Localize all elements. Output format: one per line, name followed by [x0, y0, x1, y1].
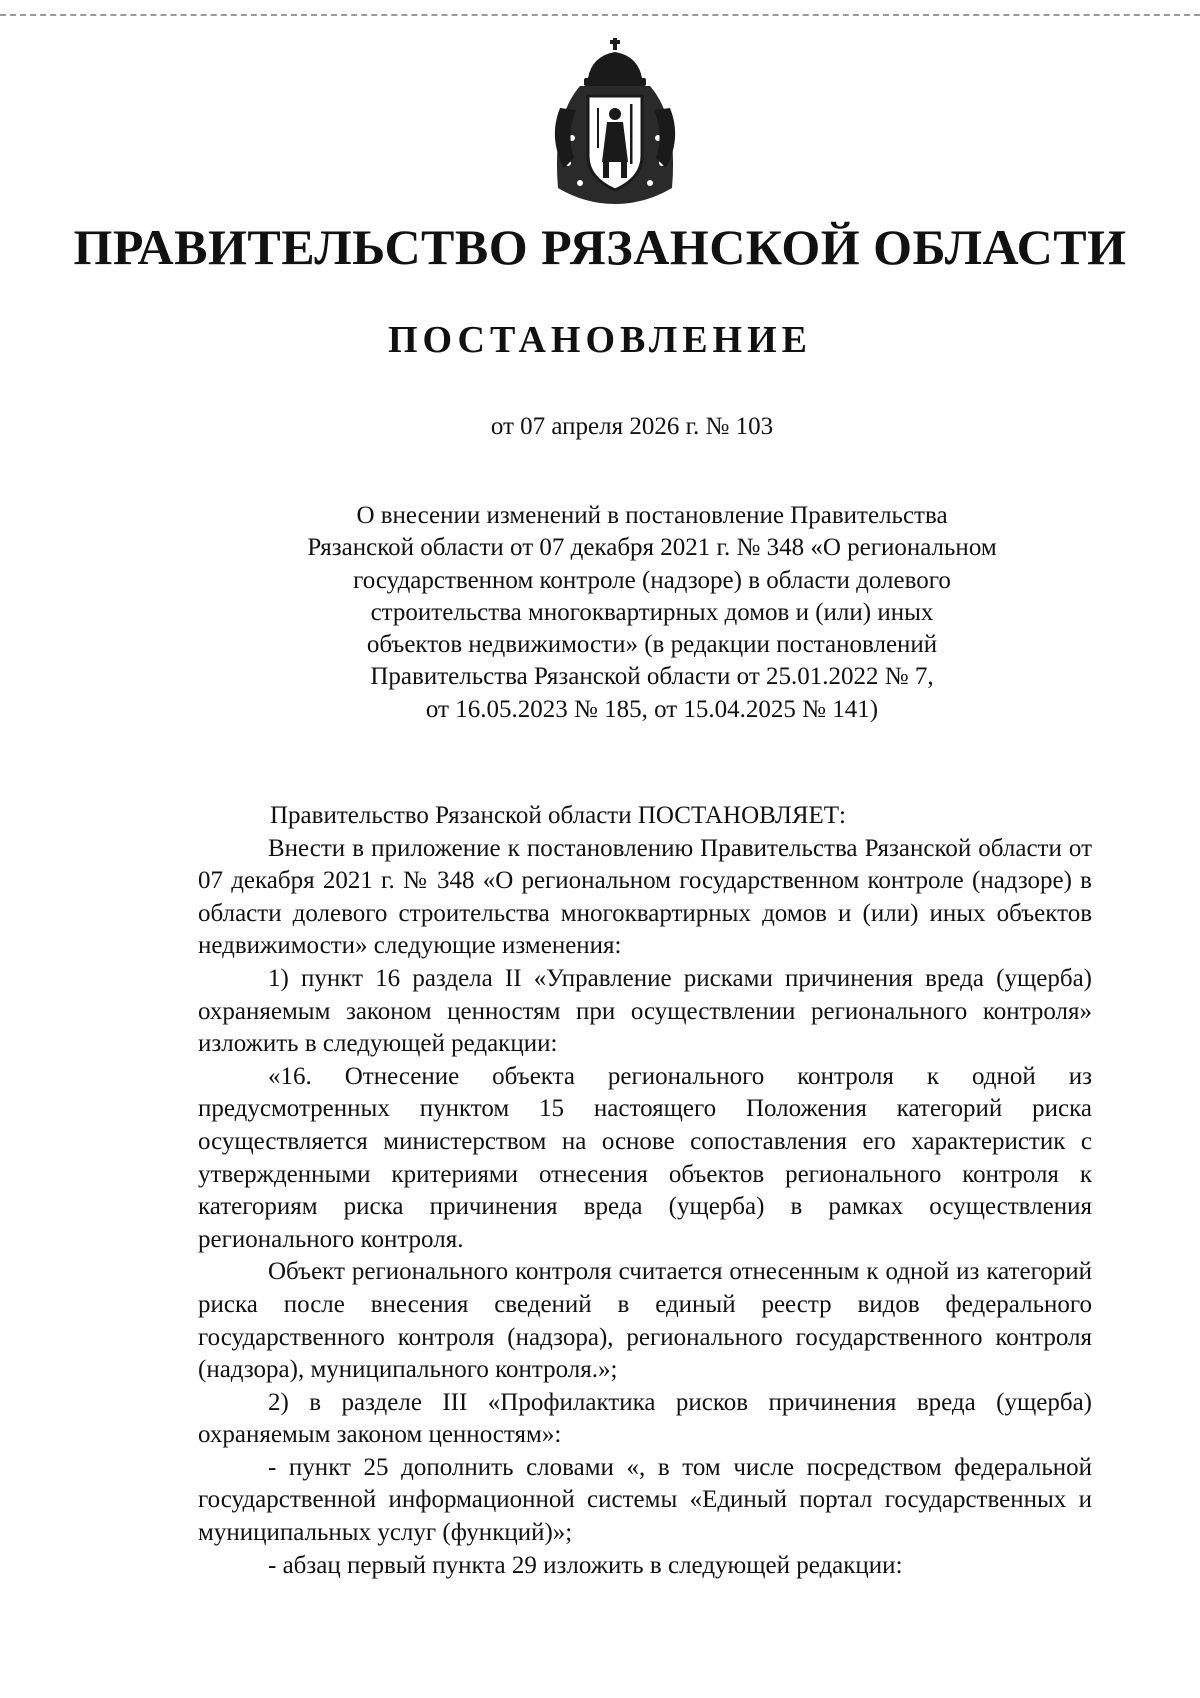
document-date-number: от 07 апреля 2026 г. № 103: [490, 413, 774, 440]
subject-line: объектов недвижимости» (в редакции постановлений: [366, 631, 938, 659]
body-paragraph: Объект регионального контроля считается отнесенным к одной из категорий риска после внесения сведений в единый реестр видов федерального государственного контроля (надзора), регионального государственного контроля (надзора), муниципального контроля.»;: [198, 1258, 1092, 1384]
subject-line: строительства многоквартирных домов и (или) иных: [370, 598, 934, 626]
document-body: [198, 800, 1092, 1582]
body-paragraph: 2) в разделе III «Профилактика рисков причинения вреда (ущерба) охраняемым законом ценностям»:: [198, 1388, 1092, 1449]
document-subject: [232, 500, 1072, 726]
subject-line: О внесении изменений в постановление Правительства: [356, 502, 948, 529]
government-title: ПРАВИТЕЛЬСТВО РЯЗАНСКОЙ ОБЛАСТИ: [73, 219, 1127, 275]
document-type: ПОСТАНОВЛЕНИЕ: [387, 319, 813, 361]
subject-line: от 16.05.2023 № 185, от 15.04.2025 № 141): [425, 695, 879, 723]
subject-line: государственном контроле (надзоре) в области долевого: [353, 566, 951, 594]
body-paragraph: - пункт 25 дополнить словами «, в том числе посредством федеральной государственной информационной системы «Единый портал государственных и муниципальных услуг (функций)»;: [198, 1453, 1092, 1547]
coat-of-arms-icon: [540, 38, 690, 206]
subject-line: Рязанской области от 07 декабря 2021 г. № 348 «О региональном: [307, 534, 997, 562]
resolution-preamble: Правительство Рязанской области ПОСТАНОВЛЯЕТ:: [270, 802, 846, 829]
body-paragraph: Внести в приложение к постановлению Правительства Рязанской области от 07 декабря 2021 г. № 348 «О региональном государственном контроле (надзоре) в области долевого строительства многоквартирных домов и (или) иных объектов недвижимости» следующие изменения:: [198, 834, 1092, 960]
body-paragraph: «16. Отнесение объекта регионального контроля к одной из предусмотренных пунктом 15 настоящего Положения категорий риска осуществляется министерством на основе сопоставления его характеристик с утвержденными критериями отнесения объектов регионального контроля к категориям риска причинения вреда (ущерба) в рамках осуществления регионального контроля.: [198, 1062, 1092, 1253]
subject-line: Правительства Рязанской области от 25.01.2022 № 7,: [370, 663, 934, 691]
body-paragraph: - абзац первый пункта 29 изложить в следующей редакции:: [268, 1551, 903, 1579]
body-paragraph: 1) пункт 16 раздела II «Управление рисками причинения вреда (ущерба) охраняемым законом ценностям при осуществлении регионального контроля» изложить в следующей редакции:: [198, 964, 1092, 1058]
scan-top-border: [0, 14, 1200, 16]
